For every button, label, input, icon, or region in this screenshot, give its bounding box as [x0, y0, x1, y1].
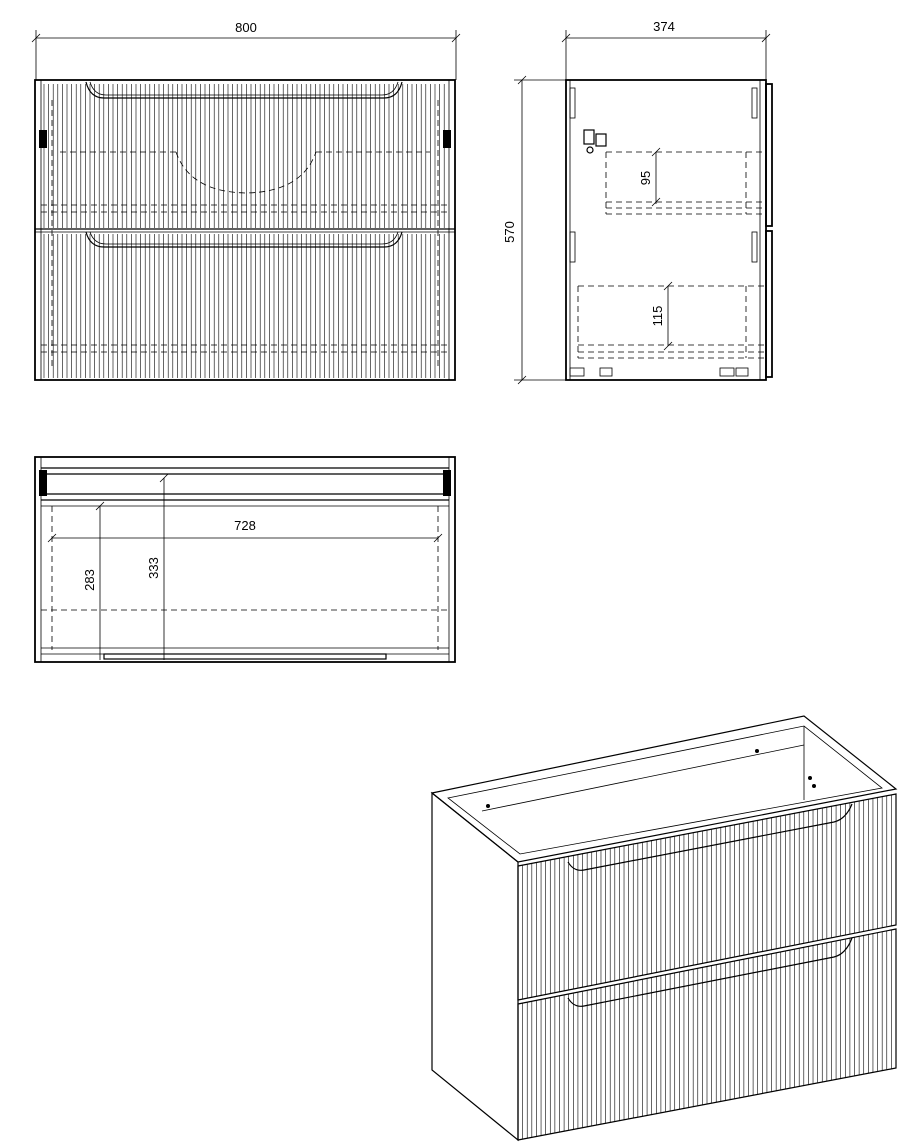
- iso-side-panel: [432, 793, 518, 1140]
- upper-inner-label: 95: [638, 170, 653, 186]
- siphon-fitting: [584, 130, 606, 153]
- upper-inner-dimension: [638, 148, 660, 206]
- top-depth-outer-label: 333: [146, 557, 161, 579]
- lower-inner-dimension: [650, 282, 672, 350]
- top-depth-outer-dimension: [146, 474, 168, 660]
- side-outline: [566, 80, 766, 380]
- side-view: [502, 19, 772, 384]
- lower-handle-cutout: [86, 232, 402, 247]
- height-label: 570: [502, 221, 517, 243]
- top-hinge-left: [39, 470, 47, 496]
- upper-handle-cutout: [86, 82, 402, 98]
- top-hinge-right: [443, 470, 451, 496]
- iso-lower-handle: [568, 938, 852, 1006]
- upper-drawer-hidden: [606, 152, 766, 214]
- top-depth-inner-dimension: [82, 502, 104, 660]
- front-outline: [35, 80, 455, 380]
- side-lower-front: [766, 231, 772, 377]
- side-fittings: [570, 88, 757, 376]
- top-inner-width-dimension: [48, 518, 442, 542]
- front-width-label: 800: [235, 20, 257, 35]
- front-width-dimension: [32, 20, 460, 80]
- top-inner-width-label: 728: [234, 518, 256, 533]
- side-depth-label: 374: [653, 19, 675, 34]
- side-upper-front: [766, 84, 772, 226]
- hinge-right: [443, 130, 451, 148]
- top-view: [35, 457, 455, 662]
- lower-drawer-hidden: [578, 286, 766, 358]
- side-depth-dimension: [562, 19, 770, 80]
- front-fluting: [44, 84, 444, 378]
- height-dimension: [502, 76, 566, 384]
- isometric-view: [432, 716, 896, 1140]
- top-outline: [35, 457, 455, 662]
- front-view: [32, 20, 460, 380]
- top-depth-inner-label: 283: [82, 569, 97, 591]
- hinge-left: [39, 130, 47, 148]
- lower-inner-label: 115: [650, 305, 665, 327]
